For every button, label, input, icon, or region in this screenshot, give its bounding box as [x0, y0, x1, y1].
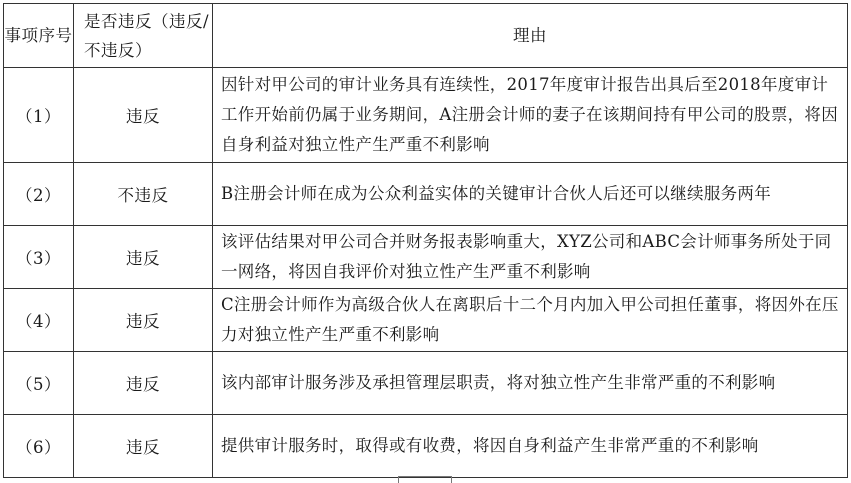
violation-verdict: 违反 — [74, 289, 213, 352]
violation-verdict: 违反 — [74, 352, 213, 415]
violation-verdict: 不违反 — [74, 163, 213, 226]
reason-text: 因针对甲公司的审计业务具有连续性，2017年度审计报告出具后至2018年度审计工作开始前仍属于业务期间，A注册会计师的妻子在该期间持有甲公司的股票，将因自身利益对独立性产生严重不利影响 — [213, 68, 848, 163]
reason-text: B注册会计师在成为公众利益实体的关键审计合伙人后还可以继续服务两年 — [213, 163, 848, 226]
table-row — [4, 163, 848, 226]
table-row — [4, 289, 848, 352]
reasons-table — [3, 3, 848, 478]
violation-verdict: 违反 — [74, 68, 213, 163]
item-number: （5） — [4, 352, 74, 415]
item-number: （6） — [4, 415, 74, 478]
reason-text: 提供审计服务时，取得或有收费，将因自身利益产生非常严重的不利影响 — [213, 415, 848, 478]
header-item-number: 事项序号 — [4, 4, 74, 68]
table-row — [4, 352, 848, 415]
violation-verdict: 违反 — [74, 415, 213, 478]
table-row — [4, 415, 848, 478]
table-row — [4, 68, 848, 163]
header-violation: 是否违反（违反/不违反） — [74, 4, 213, 68]
header-reason: 理由 — [213, 4, 848, 68]
reason-text: 该内部审计服务涉及承担管理层职责，将对独立性产生非常严重的不利影响 — [213, 352, 848, 415]
item-number: （2） — [4, 163, 74, 226]
item-number: （4） — [4, 289, 74, 352]
table-row — [4, 226, 848, 289]
item-number: （1） — [4, 68, 74, 163]
table-header-row — [4, 4, 848, 68]
reason-text: C注册会计师作为高级合伙人在离职后十二个月内加入甲公司担任董事，将因外在压力对独立性产生严重不利影响 — [213, 289, 848, 352]
reason-text: 该评估结果对甲公司合并财务报表影响重大，XYZ公司和ABC会计师事务所处于同一网络，将因自我评价对独立性产生严重不利影响 — [213, 226, 848, 289]
item-number: （3） — [4, 226, 74, 289]
violation-verdict: 违反 — [74, 226, 213, 289]
